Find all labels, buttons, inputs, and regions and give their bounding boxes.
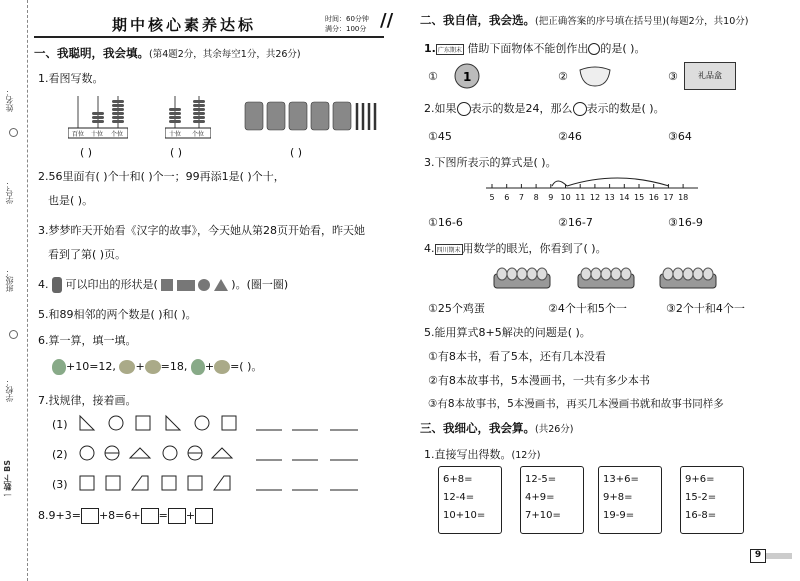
page-title: 期中核心素养达标 [111,16,256,34]
time-limit: 时间：60分钟 [325,15,369,23]
q2-4-option-2[interactable]: ②4个十和5个一 [548,302,627,315]
pattern-row-2-label: (2) [52,448,68,461]
svg-text:十位: 十位 [91,131,104,138]
calc-item[interactable]: 6+8= [443,474,473,485]
abacus-1 [68,92,128,140]
q1-8-d: + [185,509,196,522]
part1-note: (第4题2分，其余每空1分，共26分) [149,49,301,60]
name-field-label: 姓名： [5,88,14,112]
svg-text:百位: 百位 [72,131,85,138]
calc-item[interactable]: 4+9= [525,492,555,503]
svg-text:1: 1 [463,70,472,84]
q2-1-option-3[interactable] [668,70,678,83]
number-line-label: 7 [518,193,524,202]
q1-3-line2: 看到了第( )页。 [48,248,127,261]
q2-5-option-1[interactable]: ①有8本书，看了5本，还有几本没看 [428,350,606,363]
number-line-label: 11 [575,193,586,202]
calc-item[interactable]: 15-2= [685,492,717,503]
part2-title: 二、我自信，我会选。 [420,13,535,27]
number-line-label: 6 [504,193,510,202]
option-label: ③ [668,70,678,83]
q1-8 [38,508,213,524]
calc-box-3 [598,466,662,534]
q2-4-text: 用数学的眼光，你看到了( )。 [462,242,607,255]
svg-text:个位: 个位 [111,131,124,138]
number-line-label: 8 [533,193,539,202]
calc-item[interactable]: 19-9= [603,510,635,521]
region-tag: 四川期末 [435,244,463,255]
calc-box-4 [680,466,744,534]
part1-title: 一、我聪明，我会填。 [34,46,149,60]
q1-6-text: 6.算一算，填一填。 [38,334,137,347]
school-label: 学校： [5,378,14,402]
q1-6-eq3: =( )。 [230,360,263,373]
q1-blank-1[interactable]: ( ) [80,146,93,159]
q2-3-option-1[interactable]: ①16-6 [428,216,463,229]
calc-box-2 [520,466,584,534]
q2-1-text2: 的是( )。 [600,42,646,55]
doll-icon [214,360,230,374]
calc-item[interactable]: 16-8= [685,510,717,521]
circle-icon [109,416,123,430]
right-triangle-icon [80,416,94,430]
square-shape-icon[interactable] [161,279,173,291]
q2-5-text: 5.能用算式8+5解决的问题是( )。 [424,326,591,339]
option-label: ① [428,70,438,83]
q3-1-text: 1.直接写出得数。 [424,448,512,461]
q1-4-tail: )。(圈一圈) [231,278,289,291]
doll-icon [145,360,161,374]
number-line-label: 15 [634,193,645,202]
part2-heading [420,12,748,28]
pattern-row-2 [78,444,378,464]
egg-tray-icon [576,264,636,290]
calc-item[interactable]: 9+8= [603,492,633,503]
title-slash-icon: // [380,10,394,31]
full-score: 满分：100分 [325,25,367,33]
circle-shape-icon[interactable] [198,279,210,291]
q2-1-option-2[interactable] [558,70,568,83]
coin-icon [452,62,482,90]
q2-5-option-2[interactable]: ②有8本故事书，5本漫画书，一共有多少本书 [428,374,650,387]
egg-tray-icon [658,264,718,290]
part1-heading [34,45,301,61]
calc-item[interactable]: 10+10= [443,510,486,521]
q1-7-text: 7.找规律，接着画。 [38,394,137,407]
q1-blank-3[interactable]: ( ) [290,146,303,159]
q1-5: 5.和89相邻的两个数是( )和( )。 [38,308,197,321]
q2-4-num: 4. [424,242,435,255]
q2-5-option-3[interactable]: ③有8本故事书，5本漫画书，再买几本漫画书就和故事书同样多 [428,398,724,410]
binding-hole-icon [9,330,18,339]
number-line-label: 5 [489,193,495,202]
q1-8-b: +8=6+ [98,509,141,522]
region-tag: 广东期末 [436,44,464,55]
part3-heading [420,420,574,436]
q1-4-text: 可以印出的形状是( [65,278,158,291]
svg-text:十位: 十位 [169,131,182,138]
binding-hole-icon [9,128,18,137]
q1-6-equations: +10=12, + =18, + =( )。 [52,358,262,375]
q2-4-option-1[interactable]: ①25个鸡蛋 [428,302,485,315]
answer-box[interactable] [168,508,186,524]
stick-bundles [243,100,378,132]
doll-icon [119,360,135,374]
number-line-label: 17 [663,193,674,202]
part3-title: 三、我细心，我会算。 [420,421,535,435]
q1-4 [38,276,288,293]
student-id-label: 学号： [5,180,14,204]
svg-text:个位: 个位 [192,131,205,138]
q2-2-c: 表示的数是( )。 [586,102,665,115]
number-line [482,174,702,208]
number-line-label: 16 [648,193,659,202]
q1-4-num: 4. [38,278,49,291]
number-line-label: 14 [619,193,630,202]
q1-8-a: 8.9+3= [38,509,81,522]
gift-box-label: 礼品盒 [698,71,722,80]
q2-3-option-3[interactable]: ③16-9 [668,216,703,229]
bowl-icon [578,64,612,88]
page-tab-decoration [766,553,792,559]
right-triangle-icon [166,416,180,430]
calc-item[interactable]: 13+6= [603,474,639,485]
number-line-label: 10 [560,193,571,202]
answer-box[interactable] [195,508,213,524]
class-label: 班级： [5,268,14,292]
option-label: ② [558,70,568,83]
page-number: 9 [750,549,766,563]
q1-1-text: 1.看图写数。 [38,72,104,85]
triangle-shape-icon[interactable] [214,279,228,291]
part2-note: (把正确答案的序号填在括号里)(每题2分，共10分) [535,16,749,27]
number-line-label: 13 [604,193,615,202]
circle-icon [195,416,209,430]
q3-1 [424,446,541,462]
smiley-icon [573,102,587,116]
calc-box-1 [438,466,502,534]
number-line-label: 12 [589,193,601,202]
q2-2-b: 表示的数是24，那么 [470,102,573,115]
pattern-row-1-label: (1) [52,418,68,431]
q3-1-score: (12分) [511,450,541,461]
pattern-row-3-label: (3) [52,478,68,491]
q2-1-option-1[interactable] [428,70,438,83]
square-icon [136,416,150,430]
number-line-label: 9 [548,193,554,202]
calc-item[interactable]: 9+6= [685,474,715,485]
q1-6-eq1: +10=12, [66,360,116,373]
pear-icon [191,359,205,375]
q2-1-text: 借助下面物体不能创作出 [467,42,589,55]
q2-3-text: 3.下图所表示的算式是( )。 [424,156,557,169]
q1-3-line1: 3.梦梦昨天开始看《汉字的故事》，今天她从第28页开始看，昨天她 [38,224,365,237]
q2-3-option-2[interactable]: ②16-7 [558,216,593,229]
smiley-icon [457,102,471,116]
square-icon [222,416,236,430]
egg-tray-icon [492,264,552,290]
calc-item[interactable]: 12-4= [443,492,475,503]
q1-2-line2: 也是( )。 [48,194,94,207]
q2-4-option-3[interactable]: ③2个十和4个一 [666,302,745,315]
score-info [325,14,369,34]
calc-item[interactable]: 12-5= [525,474,557,485]
pattern-row-1 [78,414,378,434]
rectangle-shape-icon[interactable] [177,280,195,291]
answer-box[interactable] [141,508,159,524]
gift-box-icon [684,62,736,90]
answer-box[interactable] [81,508,99,524]
part3-note: (共26分) [535,424,574,435]
cylinder-icon [52,277,62,293]
q2-2-option-2[interactable]: ②46 [558,130,582,143]
jump-arc [552,181,567,186]
number-line-label: 18 [678,193,689,202]
q2-2-option-1[interactable]: ①45 [428,130,452,143]
q1-6-eq2: =18, [160,360,188,373]
pear-icon [52,359,66,375]
q2-2-option-3[interactable]: ③64 [668,130,692,143]
q1-blank-2[interactable]: ( ) [170,146,183,159]
q2-4 [424,240,607,256]
q1-8-c: = [158,509,168,522]
circle-icon [588,43,600,55]
q1-2-line1: 2.56里面有( )个十和( )个一；99再添1是( )个十， [38,170,285,183]
calc-item[interactable]: 7+10= [525,510,561,521]
q2-1: 1. 广东期末 借助下面物体不能创作出 的是( )。 [424,42,646,55]
pattern-row-3 [78,474,378,494]
abacus-2 [165,92,211,140]
q2-2 [424,100,665,116]
q2-2-a: 2.如果 [424,102,457,115]
book-mark: 一数下 BS [3,460,12,499]
